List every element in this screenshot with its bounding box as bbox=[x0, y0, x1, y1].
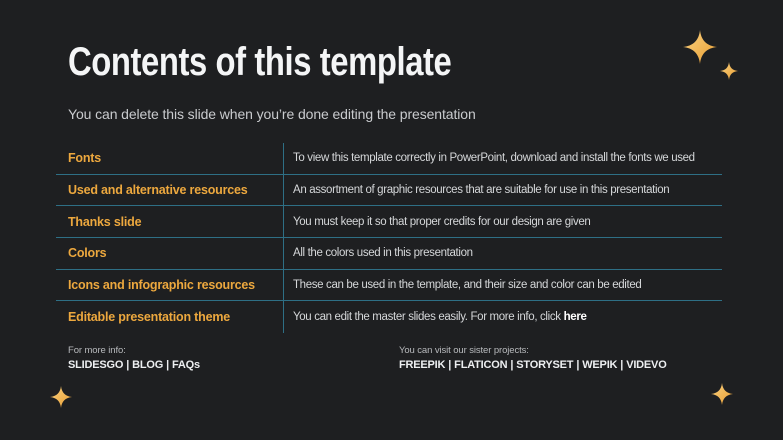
row-description-text: To view this template correctly in PowerPoint, download and install the fonts we used bbox=[293, 152, 695, 165]
row-label: Fonts bbox=[68, 151, 102, 166]
flaticon-link[interactable]: FLATICON bbox=[454, 359, 508, 371]
link-divider: | bbox=[448, 359, 452, 371]
here-link[interactable]: here bbox=[563, 311, 587, 324]
wepik-link[interactable]: WEPIK bbox=[582, 359, 618, 371]
contents-table bbox=[56, 143, 722, 333]
footer-links bbox=[68, 359, 200, 371]
sparkle-icon bbox=[711, 383, 733, 405]
footer-caption: For more info: bbox=[68, 345, 126, 356]
sparkle-icon bbox=[50, 386, 72, 408]
table-row bbox=[56, 175, 722, 207]
sparkle-icon bbox=[720, 62, 738, 80]
table-row bbox=[56, 206, 722, 238]
sparkle-icon bbox=[683, 30, 717, 64]
row-label: Icons and infographic resources bbox=[68, 278, 255, 293]
footer-more-info bbox=[68, 345, 200, 371]
row-description bbox=[283, 175, 722, 206]
slidesgo-link[interactable]: SLIDESGO bbox=[68, 359, 124, 371]
row-label: Colors bbox=[68, 246, 107, 261]
link-divider: | bbox=[576, 359, 580, 371]
table-row bbox=[56, 143, 722, 175]
row-label: Used and alternative resources bbox=[68, 183, 248, 198]
row-description bbox=[283, 206, 722, 237]
row-description-text: You must keep it so that proper credits for our design are given bbox=[293, 215, 591, 228]
row-description-text: You can edit the master slides easily. For more info, click bbox=[293, 311, 561, 324]
slide-subtitle: You can delete this slide when you’re done editing the presentation bbox=[68, 106, 476, 122]
footer-sister-projects bbox=[399, 345, 667, 371]
row-description-text: These can be used in the template, and their size and color can be edited bbox=[293, 279, 642, 292]
storyset-link[interactable]: STORYSET bbox=[516, 359, 574, 371]
link-divider: | bbox=[620, 359, 624, 371]
row-description bbox=[283, 270, 722, 301]
row-description-text: All the colors used in this presentation bbox=[293, 247, 473, 260]
row-description bbox=[283, 143, 722, 174]
footer-links bbox=[399, 359, 667, 371]
table-row bbox=[56, 238, 722, 270]
row-description bbox=[283, 301, 722, 333]
link-divider: | bbox=[126, 359, 130, 371]
row-label: Thanks slide bbox=[68, 214, 142, 229]
footer-caption: You can visit our sister projects: bbox=[399, 345, 529, 356]
videvo-link[interactable]: VIDEVO bbox=[626, 359, 667, 371]
table-row bbox=[56, 301, 722, 333]
row-description bbox=[283, 238, 722, 269]
link-divider: | bbox=[166, 359, 170, 371]
row-label: Editable presentation theme bbox=[68, 310, 230, 325]
link-divider: | bbox=[510, 359, 514, 371]
faqs-link[interactable]: FAQs bbox=[172, 359, 200, 371]
table-row bbox=[56, 270, 722, 302]
freepik-link[interactable]: FREEPIK bbox=[399, 359, 446, 371]
row-description-text: An assortment of graphic resources that are suitable for use in this presentation bbox=[293, 184, 670, 197]
blog-link[interactable]: BLOG bbox=[132, 359, 164, 371]
page-title: Contents of this template bbox=[68, 40, 452, 84]
